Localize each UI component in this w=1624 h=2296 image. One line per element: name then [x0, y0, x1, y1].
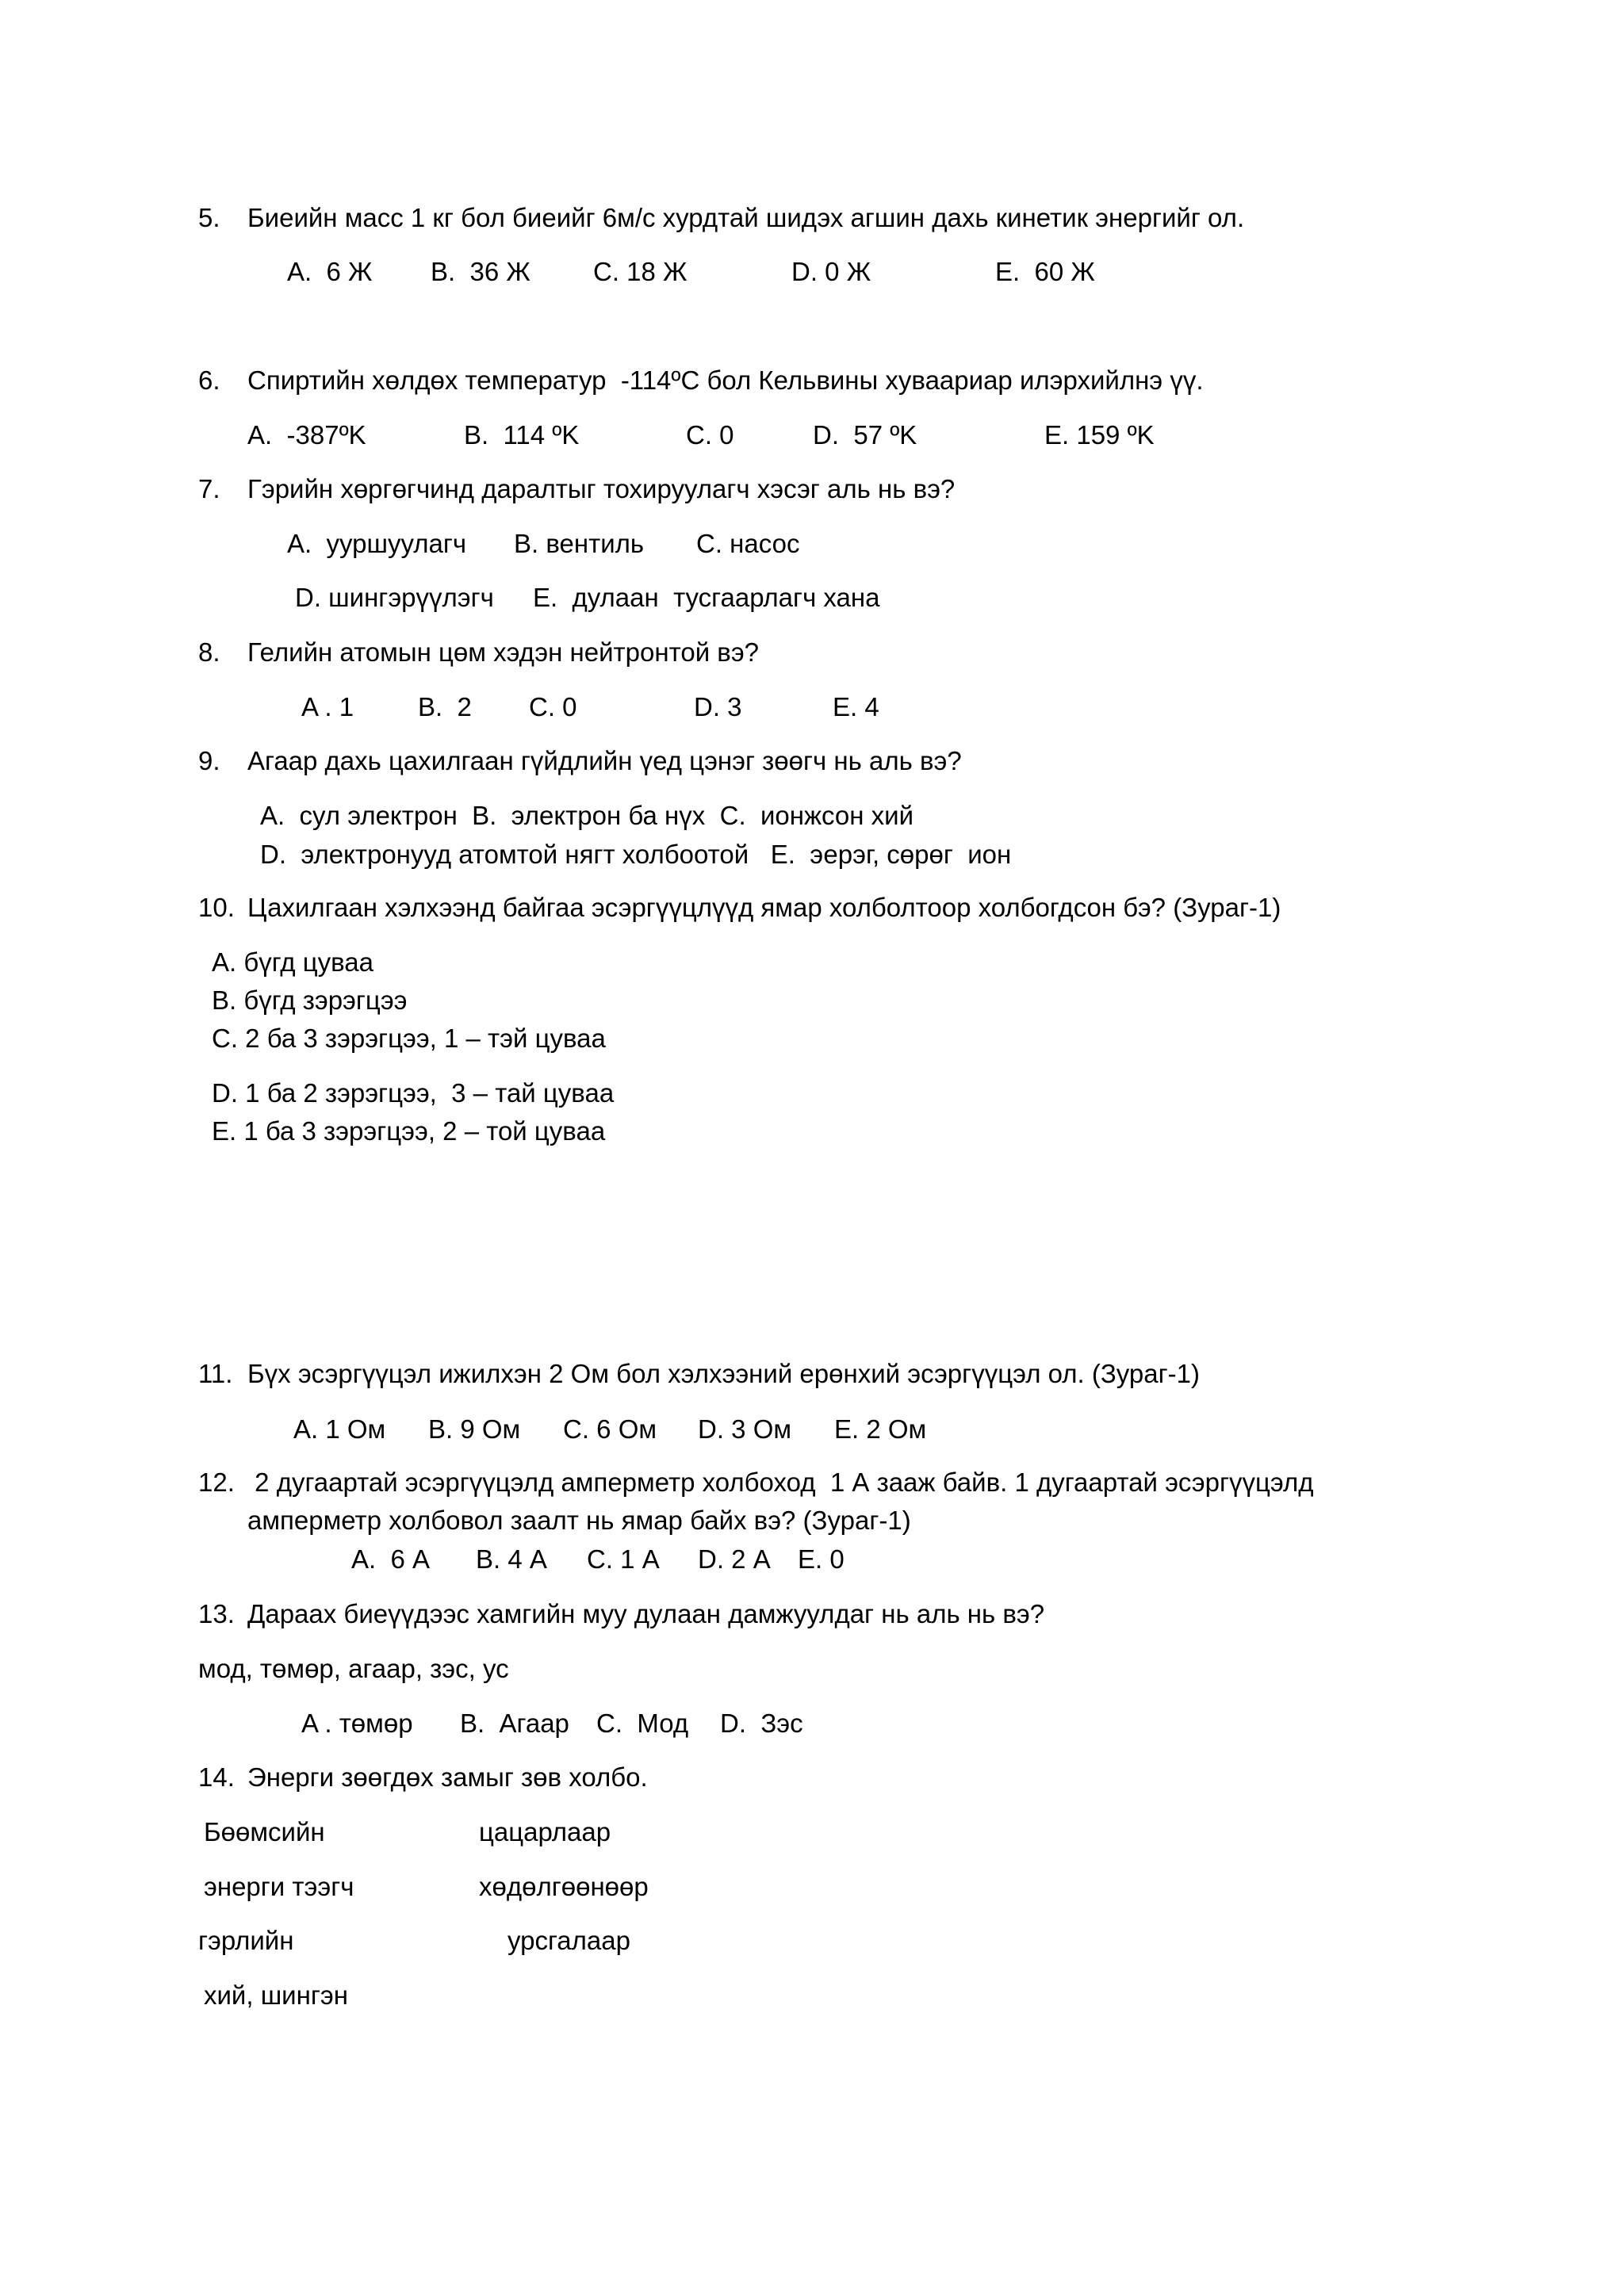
option-a: A. бүгд цуваа [212, 947, 373, 977]
option-c: C. 0 [686, 420, 734, 450]
option-a: A. ууршуулагч [287, 529, 467, 558]
option-d: D. 57 ºK [813, 420, 917, 450]
option-c: C. 1 А [587, 1544, 660, 1574]
option-e: E. 0 [798, 1544, 845, 1574]
question-text: Гелийн атомын цөм хэдэн нейтронтой вэ? [247, 637, 760, 667]
option-d: D. 2 А [698, 1544, 771, 1574]
question-number: 8. [198, 637, 220, 667]
option-b: B. 36 Ж [431, 257, 530, 286]
option-d: D. шингэрүүлэгч [295, 583, 494, 612]
item-list: мод, төмөр, агаар, зэс, ус [198, 1654, 509, 1683]
option-e: E. 4 [833, 692, 879, 721]
option-b: B. бүгд зэрэгцээ [212, 985, 408, 1015]
option-a: A. 6 А [351, 1544, 431, 1574]
question-text: Агаар дахь цахилгаан гүйдлийн үед цэнэг зөөгч нь аль вэ? [247, 746, 962, 775]
option-d: D. 1 ба 2 зэрэгцээ, 3 – тай цуваа [212, 1078, 615, 1108]
match-right-item: цацарлаар [479, 1817, 611, 1846]
question-number: 10. [198, 893, 235, 922]
question-number: 9. [198, 746, 220, 775]
question-text: Цахилгаан хэлхээнд байгаа эсэргүүцлүүд ямар холболтоор холбогдсон бэ? (Зураг-1) [247, 893, 1281, 922]
question-text: Биеийн масс 1 кг бол биеийг 6м/с хурдтай шидэх агшин дахь кинетик энергийг ол. [247, 203, 1245, 232]
option-c: C. 0 [529, 692, 577, 721]
option-e: E. 159 ºK [1044, 420, 1155, 450]
match-left-item: энерги тээгч [204, 1872, 354, 1901]
option-b: B. Агаар [460, 1709, 569, 1738]
option-c: C. 18 Ж [593, 257, 688, 286]
option-d: D. 0 Ж [791, 257, 871, 286]
option-e: E. 60 Ж [995, 257, 1095, 286]
option-c: C. 6 Ом [563, 1414, 657, 1444]
match-right-item: хөдөлгөөнөөр [479, 1872, 649, 1901]
option-d: D. 3 [694, 692, 742, 721]
question-text: Дараах биеүүдээс хамгийн муу дулаан дамжуулдаг нь аль нь вэ? [247, 1599, 1045, 1628]
option-b: B. вентиль [514, 529, 645, 558]
question-text: Энерги зөөгдөх замыг зөв холбо. [247, 1762, 648, 1792]
question-text: Спиртийн хөлдөх температур -114ºC бол Кельвины хуваариар илэрхийлнэ үү. [247, 365, 1204, 395]
option-e: E. 1 ба 3 зэрэгцээ, 2 – той цуваа [212, 1116, 606, 1146]
question-number: 12. [198, 1468, 235, 1497]
question-number: 14. [198, 1762, 235, 1792]
question-text-line-1: 2 дугаартай эсэргүүцэлд амперметр холбоход 1 А зааж байв. 1 дугаартай эсэргүүцэлд [247, 1468, 1314, 1497]
question-text: Гэрийн хөргөгчинд даралтыг тохируулагч хэсэг аль нь вэ? [247, 474, 956, 503]
question-number: 13. [198, 1599, 235, 1628]
question-number: 5. [198, 203, 220, 232]
option-c: C. насос [696, 529, 800, 558]
match-left-item: Бөөмсийн [204, 1817, 325, 1846]
option-b: B. 9 Ом [428, 1414, 521, 1444]
option-d: D. 3 Ом [698, 1414, 792, 1444]
option-b: B. 4 А [476, 1544, 547, 1574]
option-d: D. Зэс [720, 1709, 803, 1738]
question-number: 11. [198, 1359, 233, 1388]
options-line-1: A. сул электрон B. электрон ба нүх C. ионжсон хий [260, 801, 914, 830]
question-number: 7. [198, 474, 220, 503]
option-c: C. 2 ба 3 зэрэгцээ, 1 – тэй цуваа [212, 1024, 606, 1053]
option-a: A . төмөр [301, 1709, 413, 1738]
option-a: A. 1 Ом [293, 1414, 386, 1444]
options-line-2: D. электронууд атомтой нягт холбоотой E. эерэг, сөрөг ион [260, 840, 1012, 869]
question-number: 6. [198, 365, 220, 395]
option-e: E. 2 Ом [834, 1414, 927, 1444]
match-left-item: хий, шингэн [204, 1980, 348, 2010]
option-a: A. 6 Ж [287, 257, 373, 286]
question-text: Бүх эсэргүүцэл ижилхэн 2 Ом бол хэлхээний ерөнхий эсэргүүцэл ол. (Зураг-1) [247, 1359, 1200, 1388]
option-b: B. 114 ºK [464, 420, 580, 450]
option-e: E. дулаан тусгаарлагч хана [533, 583, 880, 612]
option-a: A . 1 [301, 692, 354, 721]
match-left-item: гэрлийн [198, 1926, 294, 1955]
question-text-line-2: амперметр холбовол заалт нь ямар байх вэ? (Зураг-1) [247, 1506, 911, 1535]
option-a: A. -387ºK [247, 420, 366, 450]
match-right-item: урсгалаар [508, 1926, 630, 1955]
option-c: C. Мод [596, 1709, 689, 1738]
option-b: B. 2 [418, 692, 472, 721]
